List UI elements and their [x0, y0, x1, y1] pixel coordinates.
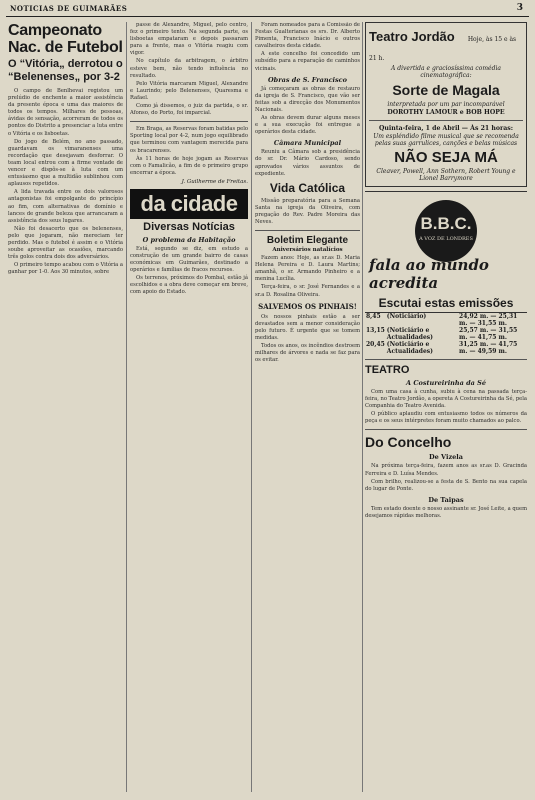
paragraph: O campo de Benlhevai registou um prelúdio de enchente a maior assistência da presente época e uma das maiores de todos os tempos. Milhares de pessoas, ávidas de sensação, acorreram de todos os pontos do Distrito a presenciar a luta entre o Vitória e os lisboetas.: [8, 88, 123, 137]
paragraph: Terça-feira, o sr. José Fernandes e a sr.a D. Rosalina Oliveira.: [255, 284, 360, 298]
schedule-label: (Noticiário e Actualidades): [386, 341, 433, 355]
paragraph: Já começaram as obras de restauro da igreja de S. Francisco, que vão ser feitas sob a direcção dos Monumentos Nacionais.: [255, 85, 360, 113]
paragraph: Todos os anos, os incêndios destroem milhares de árvores e nada se faz para os evitar.: [255, 343, 360, 364]
article-body: [365, 506, 527, 520]
paragraph: A lida travada entre os dois valorosos antagonistas foi empolgante do princípio ao fim, com alternativas de domínio e lances de grande beleza que arrancaram a assistência dos seus lugares.: [8, 189, 123, 224]
next-showing-date: Quinta-feira, 1 de Abril — Às 21 horas:: [378, 125, 514, 132]
paragraph: No capítulo da arbitragem, o árbitro esteve bem, não tendo influência no resultado.: [130, 58, 248, 79]
divider: [130, 121, 248, 122]
schedule-row: [365, 313, 527, 327]
paragraph: passe de Alexandre, Miguel, pelo centro, fez o primeiro tento. Na segunda parte, os lisboetas empataram e depois passaram para a frente, mas o Vitória reagiu com vigor.: [130, 22, 248, 57]
paragraph: Foram nomeados para a Comissão de Festas Gualterianas os srs. Dr. Alberto Pimenta, Francisco Inácio e outros cavalheiros desta cidade.: [255, 22, 360, 50]
subhead-vizela: De Vizela: [429, 453, 463, 462]
next-film-title: NÃO SEJA MÁ: [394, 149, 498, 166]
article-body: [8, 88, 123, 276]
schedule-time: 20,45: [366, 341, 385, 348]
divider: [365, 429, 527, 430]
column-divider: [126, 22, 127, 792]
subhead-camara: Câmara Municipal: [273, 139, 342, 148]
bbc-logo: [415, 200, 477, 262]
film-cast: DOROTHY LAMOUR e BOB HOPE: [387, 109, 505, 116]
paragraph: O público aplaudiu com entusiasmo todos os números da peça e os seus intérpretes foram muito chamados ao palco.: [365, 411, 527, 425]
section-title-teatro: TEATRO: [365, 364, 410, 376]
paragraph: A este concelho foi concedido um subsídio para a reparação de caminhos vicinais.: [255, 51, 360, 72]
column-divider: [251, 22, 252, 792]
paragraph: Os terrenos, próximos do Pombal, estão já escolhidos e a obra deve começar em breve, com apoio do Estado.: [130, 275, 248, 296]
column-ads: [365, 22, 527, 794]
column-news: [255, 22, 360, 794]
paragraph: Não foi desacerto que os belenenses, pelo que jogaram, não mereciam ter perdido. Mas o futebol é assim e o Vitória soube aproveitar as ocasiões, marcando três golos contra dois dos adversários.: [8, 225, 123, 261]
divider: [369, 120, 523, 121]
paragraph: Do jogo de Belém, no ano passado, guardavam os vimaranenses uma recordação que desejavam desforrar. O team local entrou com a firme vontade de vencer e dispôs-se à luta com um entusiasmo que a multidão sublinhou com aplausos repetidos.: [8, 138, 123, 188]
headline-campeonato: Campeonato Nac. de Futebol: [8, 22, 123, 56]
paragraph: Pelo Vitória marcaram Miguel, Alexandre e Laurindo; pelo Belenenses, Quaresma e Rafael.: [130, 80, 248, 101]
column-sports-continued: [130, 22, 248, 794]
header-rule: [6, 16, 529, 17]
paragraph: Missão preparatória para a Semana Santa na igreja da Oliveira, com pregação do Rev. Padre Moreira das Neves.: [255, 197, 360, 225]
subhead-habitacao: O problema da Habitação: [142, 235, 236, 244]
paragraph: Fazem anos: Hoje, as sr.as D. Maria Helena Pereira e D. Laura Martins; amanhã, o sr. Armando Pinheiro e a menina Lucília.: [255, 255, 360, 283]
theatre-title: Teatro Jordão: [369, 29, 455, 44]
paragraph: As obras devem durar alguns meses e a sua execução foi entregue a operários desta cidade.: [255, 115, 360, 136]
paragraph: O primeiro tempo acabou com o Vitória a ganhar por 1-0. Aos 30 minutos, sobre: [8, 262, 123, 276]
headline-pinhais: SALVEMOS OS PINHAIS!: [258, 301, 357, 311]
paragraph: Em Braga, as Reservas foram batidas pelo Sporting local por 4-2, num jogo equilibrado que terminou com vantagem merecida para os bracarenses.: [130, 126, 248, 154]
section-title-vida-catolica: Vida Católica: [269, 180, 346, 195]
article-body: [365, 389, 527, 425]
theatre-showtimes: Hoje, às 15 e às 21 h.: [369, 36, 517, 62]
subhead-sao-francisco: Obras de S. Francisco: [268, 75, 347, 84]
article-body: [130, 22, 248, 177]
schedule-row: [365, 327, 527, 341]
paragraph: Está, segundo se diz, em estudo a construção de um grande bairro de casas económicas em Guimarães, destinado a operários e famílias de fracos recursos.: [130, 245, 248, 274]
broadcast-schedule: [365, 313, 527, 355]
bbc-listen-heading: Escutai estas emissões: [378, 296, 514, 310]
subhead-aniversarios: Aniversários natalícios: [272, 247, 343, 254]
paragraph: Com uma casa à cunha, subiu à cena na passada terça-feira, no Teatro Jordão, a opereta A Costureirinha da Sé, pela Companhia do Teatro Avenida.: [365, 389, 527, 410]
article-body: [255, 22, 360, 73]
paragraph: Com brilho, realizou-se a festa de S. Bento na sua capela do lugar de Ponte.: [365, 478, 527, 492]
divider: [255, 230, 360, 231]
section-title-concelho: Do Concelho: [365, 434, 452, 451]
schedule-time: 13,15: [366, 327, 385, 334]
article-body: [255, 314, 360, 365]
paragraph: Na próxima terça-feira, fazem anos as sr.as D. Gracinda Ferreira e D. Luísa Mendes.: [365, 463, 527, 477]
film-teaser: A divertida e graciosíssima comédia cinematográfica:: [391, 65, 501, 79]
bbc-advertisement: [365, 191, 527, 313]
paragraph: Reuniu a Câmara sob a presidência do sr. Dr. Mário Cardoso, sendo aprovados vários assuntos de expediente.: [255, 149, 360, 177]
subhead-taipas: De Taipas: [428, 495, 464, 504]
section-title-diversas: Diversas Notícias: [143, 220, 235, 233]
page-number: 3: [516, 3, 523, 13]
section-title-boletim: Boletim Elegante: [266, 235, 349, 247]
author-signature: J. Guilherme de Freitas.: [181, 178, 248, 185]
paragraph: Como já dissemos, o juiz da partida, o sr. Afonso, do Porto, foi imparcial.: [130, 103, 248, 117]
article-body: [255, 198, 360, 226]
subhead-costureirinha: A Costureirinha da Sé: [406, 379, 486, 387]
section-logo-dacidade: da cidade: [130, 189, 248, 219]
schedule-label: (Noticiário): [386, 313, 427, 320]
subheadline-vitoria: O “Vitória„ derrotou o “Belenenses„ por 3-2: [8, 58, 123, 83]
masthead-name: NOTICIAS DE GUIMARÃES: [10, 4, 128, 13]
film-tagline: interpretada por um par incomparável: [387, 101, 505, 108]
article-body: [255, 255, 360, 299]
next-film-cast: Cleaver, Powell, Ann Sothern, Robert Young e Lionel Barrymore: [376, 168, 516, 182]
article-body: [255, 86, 360, 137]
schedule-frequencies: 31,25 m. — 41,75 m. — 49,59 m.: [459, 341, 518, 355]
column-divider: [362, 22, 363, 792]
schedule-label: (Noticiário e Actualidades): [386, 327, 433, 341]
paragraph: Os nossos pinhais estão a ser devastados sem a menor consideração pelo futuro. É urgente que se tomem medidas.: [255, 313, 360, 341]
schedule-frequencies: 25,57 m. — 31,55 m. — 41,75 m.: [459, 327, 518, 341]
film-title: Sorte de Magala: [392, 82, 500, 98]
bbc-tagline: A VOZ DE LONDRES: [419, 236, 473, 242]
paragraph: Tem estado doente o nosso assinante sr. José Leite, a quem desejamos rápidas melhoras.: [365, 505, 527, 519]
schedule-time: 8,45: [366, 313, 381, 320]
article-body: [365, 463, 527, 492]
theatre-ad: [365, 22, 527, 187]
column-sports: [8, 22, 123, 794]
divider: [365, 359, 527, 360]
next-showing-description: Um espléndido filme musical que se recomenda pelas suas garrulices, canções e belas músicas: [373, 133, 519, 147]
schedule-row: [365, 341, 527, 355]
paragraph: Às 11 horas de hoje jogam as Reservas com o Famalicão, a fim de o primeiro grupo encerrar a época.: [130, 155, 248, 176]
bbc-letters: B.B.C.: [420, 214, 472, 233]
article-body: [130, 246, 248, 297]
schedule-frequencies: 24,92 m. — 25,31 m. — 31,55 m.: [459, 313, 518, 327]
article-body: [255, 149, 360, 177]
bbc-slogan: fala ao mundo acredita: [369, 256, 489, 292]
